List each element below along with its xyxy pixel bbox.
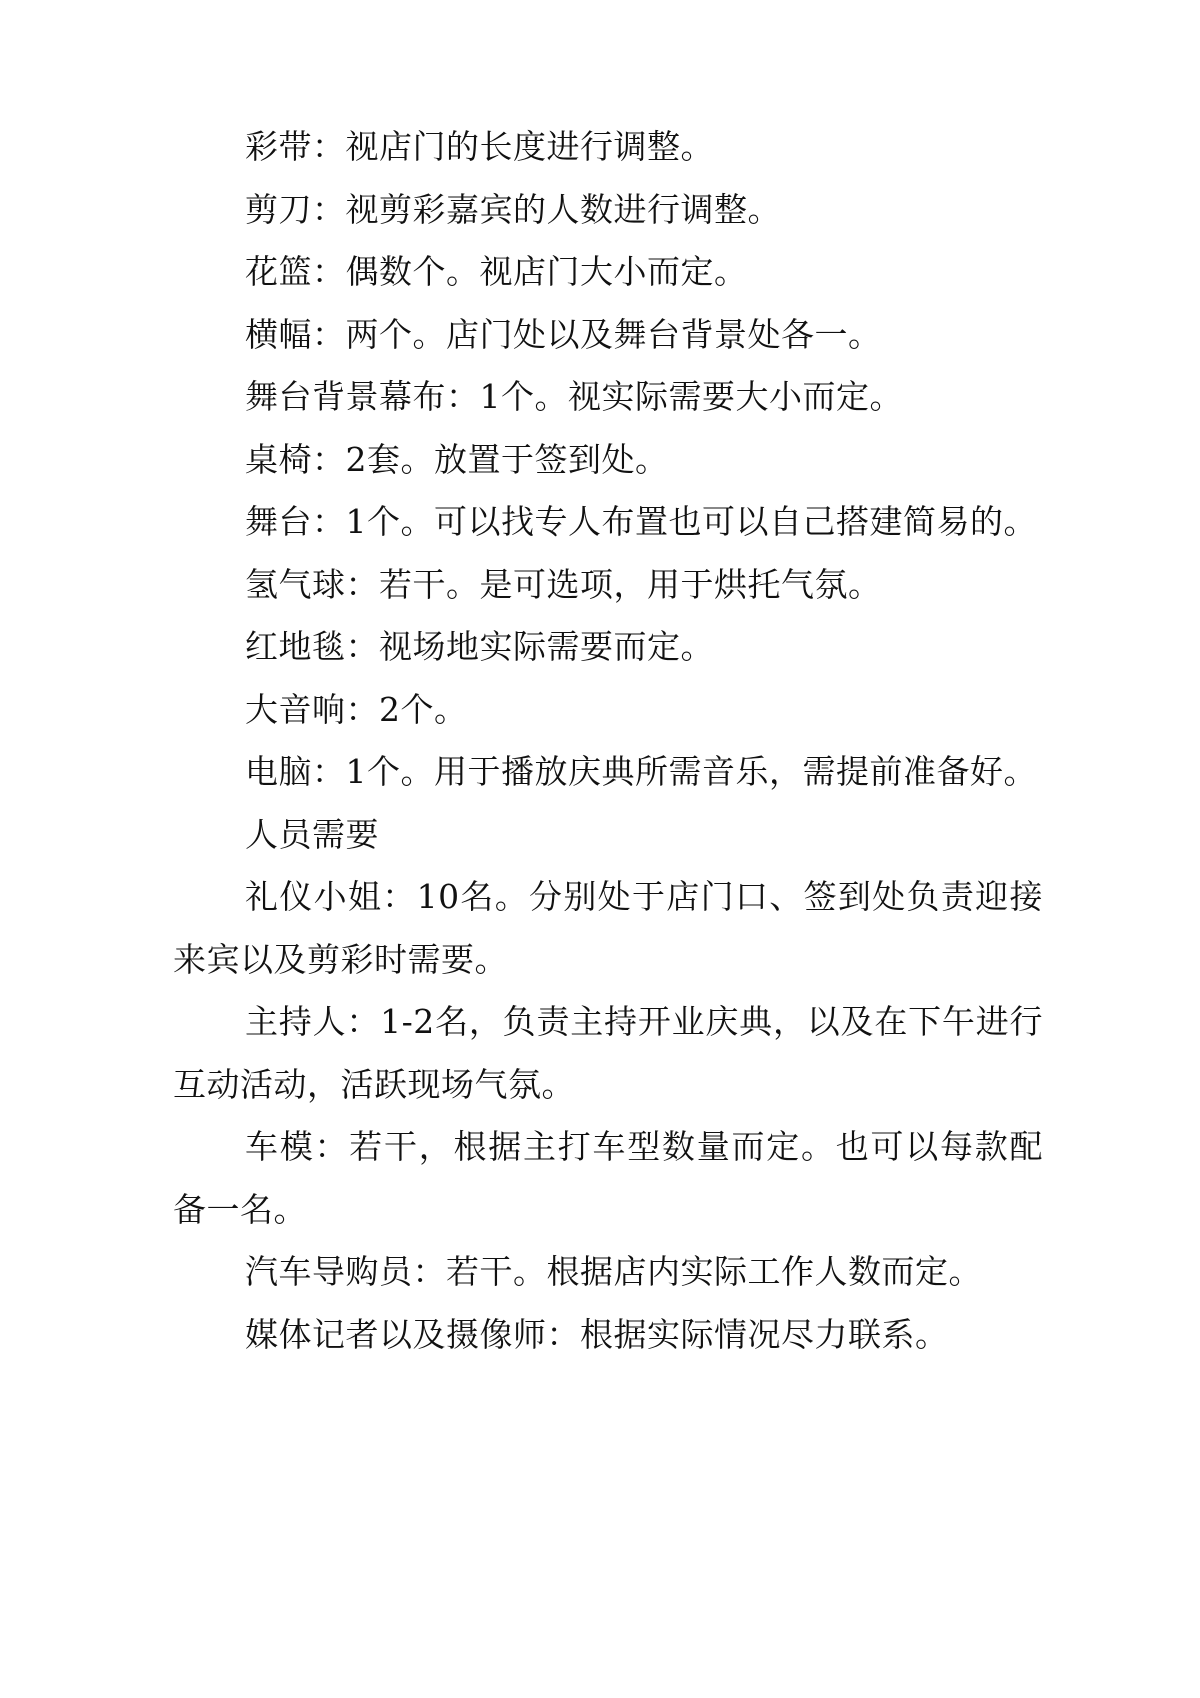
paragraph-etiquette-staff: 礼仪小姐：10名。分别处于店门口、签到处负责迎接来宾以及剪彩时需要。 <box>173 877 1043 979</box>
paragraph-red-carpet: 红地毯：视场地实际需要而定。 <box>245 627 714 666</box>
paragraph-sales-staff: 汽车导购员：若干。根据店内实际工作人数而定。 <box>245 1252 982 1291</box>
paragraph-ribbon: 彩带：视店门的长度进行调整。 <box>245 127 714 166</box>
paragraph-balloons: 氢气球：若干。是可选项，用于烘托气氛。 <box>245 564 882 604</box>
paragraph-flower-basket: 花篮：偶数个。视店门大小而定。 <box>245 252 748 291</box>
paragraph-computer: 电脑：1个。用于播放庆典所需音乐，需提前准备好。 <box>245 752 1037 791</box>
paragraph-scissors: 剪刀：视剪彩嘉宾的人数进行调整。 <box>245 189 781 229</box>
paragraph-stage-backdrop: 舞台背景幕布：1个。视实际需要大小而定。 <box>245 377 903 416</box>
paragraph-media: 媒体记者以及摄像师：根据实际情况尽力联系。 <box>245 1314 949 1354</box>
paragraph-speakers: 大音响：2个。 <box>245 689 468 729</box>
paragraph-car-models: 车模：若干，根据主打车型数量而定。也可以每款配备一名。 <box>173 1127 1043 1229</box>
paragraph-host: 主持人：1-2名，负责主持开业庆典，以及在下午进行互动活动，活跃现场气氛。 <box>173 1002 1043 1104</box>
document-body <box>173 116 1043 1366</box>
paragraph-banner: 横幅：两个。店门处以及舞台背景处各一。 <box>245 314 882 354</box>
paragraph-tables-chairs: 桌椅：2套。放置于签到处。 <box>245 439 669 479</box>
paragraph-stage: 舞台：1个。可以找专人布置也可以自己搭建简易的。 <box>245 502 1037 541</box>
section-heading-staff: 人员需要 <box>245 814 379 854</box>
